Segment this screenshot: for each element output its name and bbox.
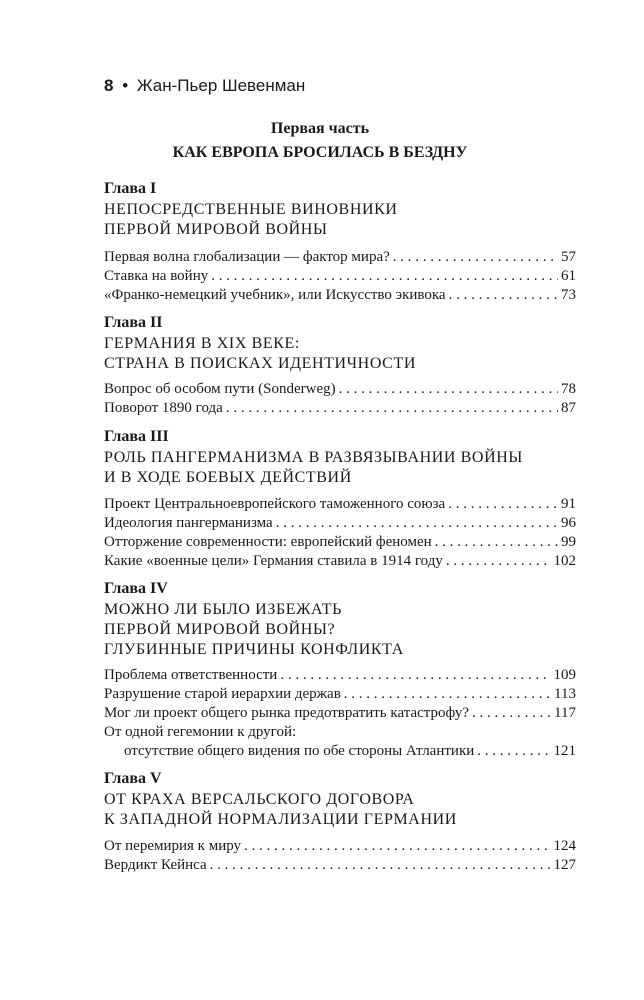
toc-entry-title: Первая волна глобализации — фактор мира? xyxy=(104,249,390,265)
toc-entry[interactable] xyxy=(104,553,576,573)
dot-leader xyxy=(446,553,551,570)
toc-entry-title[interactable]: От одной гегемонии к другой: xyxy=(104,724,297,740)
toc-entry-title: От перемирия к миру xyxy=(104,838,242,854)
toc-entry-title: Какие «военные цели» Германия ставила в 1914 году xyxy=(104,553,443,569)
toc-entry[interactable] xyxy=(104,249,576,269)
chapter-title-line: ПЕРВОЙ МИРОВОЙ ВОЙНЫ xyxy=(104,221,328,238)
dot-leader xyxy=(449,287,558,304)
dot-leader xyxy=(477,743,550,760)
toc-entry-title: Разрушение старой иерархии держав xyxy=(104,686,341,702)
chapter-label: Глава II xyxy=(104,314,163,331)
toc-entry[interactable] xyxy=(104,705,576,725)
dot-leader xyxy=(211,268,558,285)
toc-entry-page: 121 xyxy=(553,743,576,759)
toc-entry-title: Отторжение современности: европейский феномен xyxy=(104,534,432,550)
toc-entry[interactable] xyxy=(104,496,576,516)
part-label: Первая часть xyxy=(270,120,370,137)
toc-entry-page: 102 xyxy=(553,553,576,569)
dot-leader xyxy=(339,381,558,398)
toc-entry[interactable] xyxy=(104,268,576,288)
toc-entry-page: 96 xyxy=(561,515,576,531)
chapter-title-line: ГЕРМАНИЯ В XIX ВЕКЕ: xyxy=(104,335,300,352)
chapter-title-line: МОЖНО ЛИ БЫЛО ИЗБЕЖАТЬ xyxy=(104,601,342,618)
chapter-label: Глава V xyxy=(104,770,162,787)
toc-entry[interactable] xyxy=(124,743,576,763)
chapter-title-line: РОЛЬ ПАНГЕРМАНИЗМА В РАЗВЯЗЫВАНИИ ВОЙНЫ xyxy=(104,449,523,466)
toc-entry[interactable] xyxy=(104,838,576,858)
toc-entry[interactable] xyxy=(104,534,576,554)
chapter-label: Глава IV xyxy=(104,580,168,597)
dot-leader xyxy=(226,400,558,417)
dot-leader xyxy=(393,249,558,266)
toc-entry-title: Проблема ответственности xyxy=(104,667,278,683)
toc-entry-title: «Франко-немецкий учебник», или Искусство экивока xyxy=(104,287,446,303)
author-name: Жан-Пьер Шевенман xyxy=(136,76,306,95)
toc-entry-page: 87 xyxy=(561,400,576,416)
toc-entry[interactable] xyxy=(104,857,576,877)
toc-entry-title: Вопрос об особом пути (Sonderweg) xyxy=(104,381,336,397)
toc-entry-page: 73 xyxy=(561,287,576,303)
chapter-title-line: К ЗАПАДНОЙ НОРМАЛИЗАЦИИ ГЕРМАНИИ xyxy=(104,811,457,828)
dot-leader xyxy=(276,515,558,532)
part-title: КАК ЕВРОПА БРОСИЛАСЬ В БЕЗДНУ xyxy=(172,144,468,161)
toc-entry-page: 99 xyxy=(561,534,576,550)
toc-entry[interactable] xyxy=(104,667,576,687)
toc-entry[interactable] xyxy=(104,287,576,307)
chapter-title-line: НЕПОСРЕДСТВЕННЫЕ ВИНОВНИКИ xyxy=(104,201,398,218)
toc-entry-page: 109 xyxy=(553,667,576,683)
dot-leader xyxy=(244,838,550,855)
toc-entry-page: 127 xyxy=(553,857,576,873)
dot-leader xyxy=(210,857,551,874)
toc-entry-title: Поворот 1890 года xyxy=(104,400,223,416)
toc-entry-page: 91 xyxy=(561,496,576,512)
toc-entry[interactable] xyxy=(104,400,576,420)
chapter-title-line: СТРАНА В ПОИСКАХ ИДЕНТИЧНОСТИ xyxy=(104,355,416,372)
chapter-title-line: И В ХОДЕ БОЕВЫХ ДЕЙСТВИЙ xyxy=(104,469,352,486)
toc-entry-page: 61 xyxy=(561,268,576,284)
chapter-label: Глава III xyxy=(104,428,169,445)
toc-entry-title: Вердикт Кейнса xyxy=(104,857,207,873)
toc-entry-title: отсутствие общего видения по обе стороны Атлантики xyxy=(124,743,475,759)
running-head xyxy=(104,76,305,96)
toc-entry-title: Проект Центральноевропейского таможенного союза xyxy=(104,496,446,512)
chapter-title-line: ПЕРВОЙ МИРОВОЙ ВОЙНЫ? xyxy=(104,621,336,638)
dot-leader xyxy=(435,534,558,551)
toc-entry-page: 78 xyxy=(561,381,576,397)
dot-leader xyxy=(448,496,558,513)
toc-entry-title: Мог ли проект общего рынка предотвратить катастрофу? xyxy=(104,705,470,721)
bullet-separator: • xyxy=(122,76,129,95)
chapter-label: Глава I xyxy=(104,180,157,197)
toc-entry-title: Ставка на войну xyxy=(104,268,209,284)
toc-entry-page: 117 xyxy=(554,705,576,721)
toc-entry-page: 124 xyxy=(553,838,576,854)
dot-leader xyxy=(344,686,551,703)
chapter-title-line: ОТ КРАХА ВЕРСАЛЬСКОГО ДОГОВОРА xyxy=(104,791,415,808)
dot-leader xyxy=(472,705,551,722)
toc-entry-page: 113 xyxy=(554,686,576,702)
toc-entry[interactable] xyxy=(104,686,576,706)
toc-entry-page: 57 xyxy=(561,249,576,265)
toc-entry[interactable] xyxy=(104,381,576,401)
dot-leader xyxy=(280,667,550,684)
chapter-title-line: ГЛУБИННЫЕ ПРИЧИНЫ КОНФЛИКТА xyxy=(104,641,404,658)
toc-entry-title: Идеология пангерманизма xyxy=(104,515,273,531)
page-number: 8 xyxy=(104,76,114,95)
toc-entry[interactable] xyxy=(104,515,576,535)
